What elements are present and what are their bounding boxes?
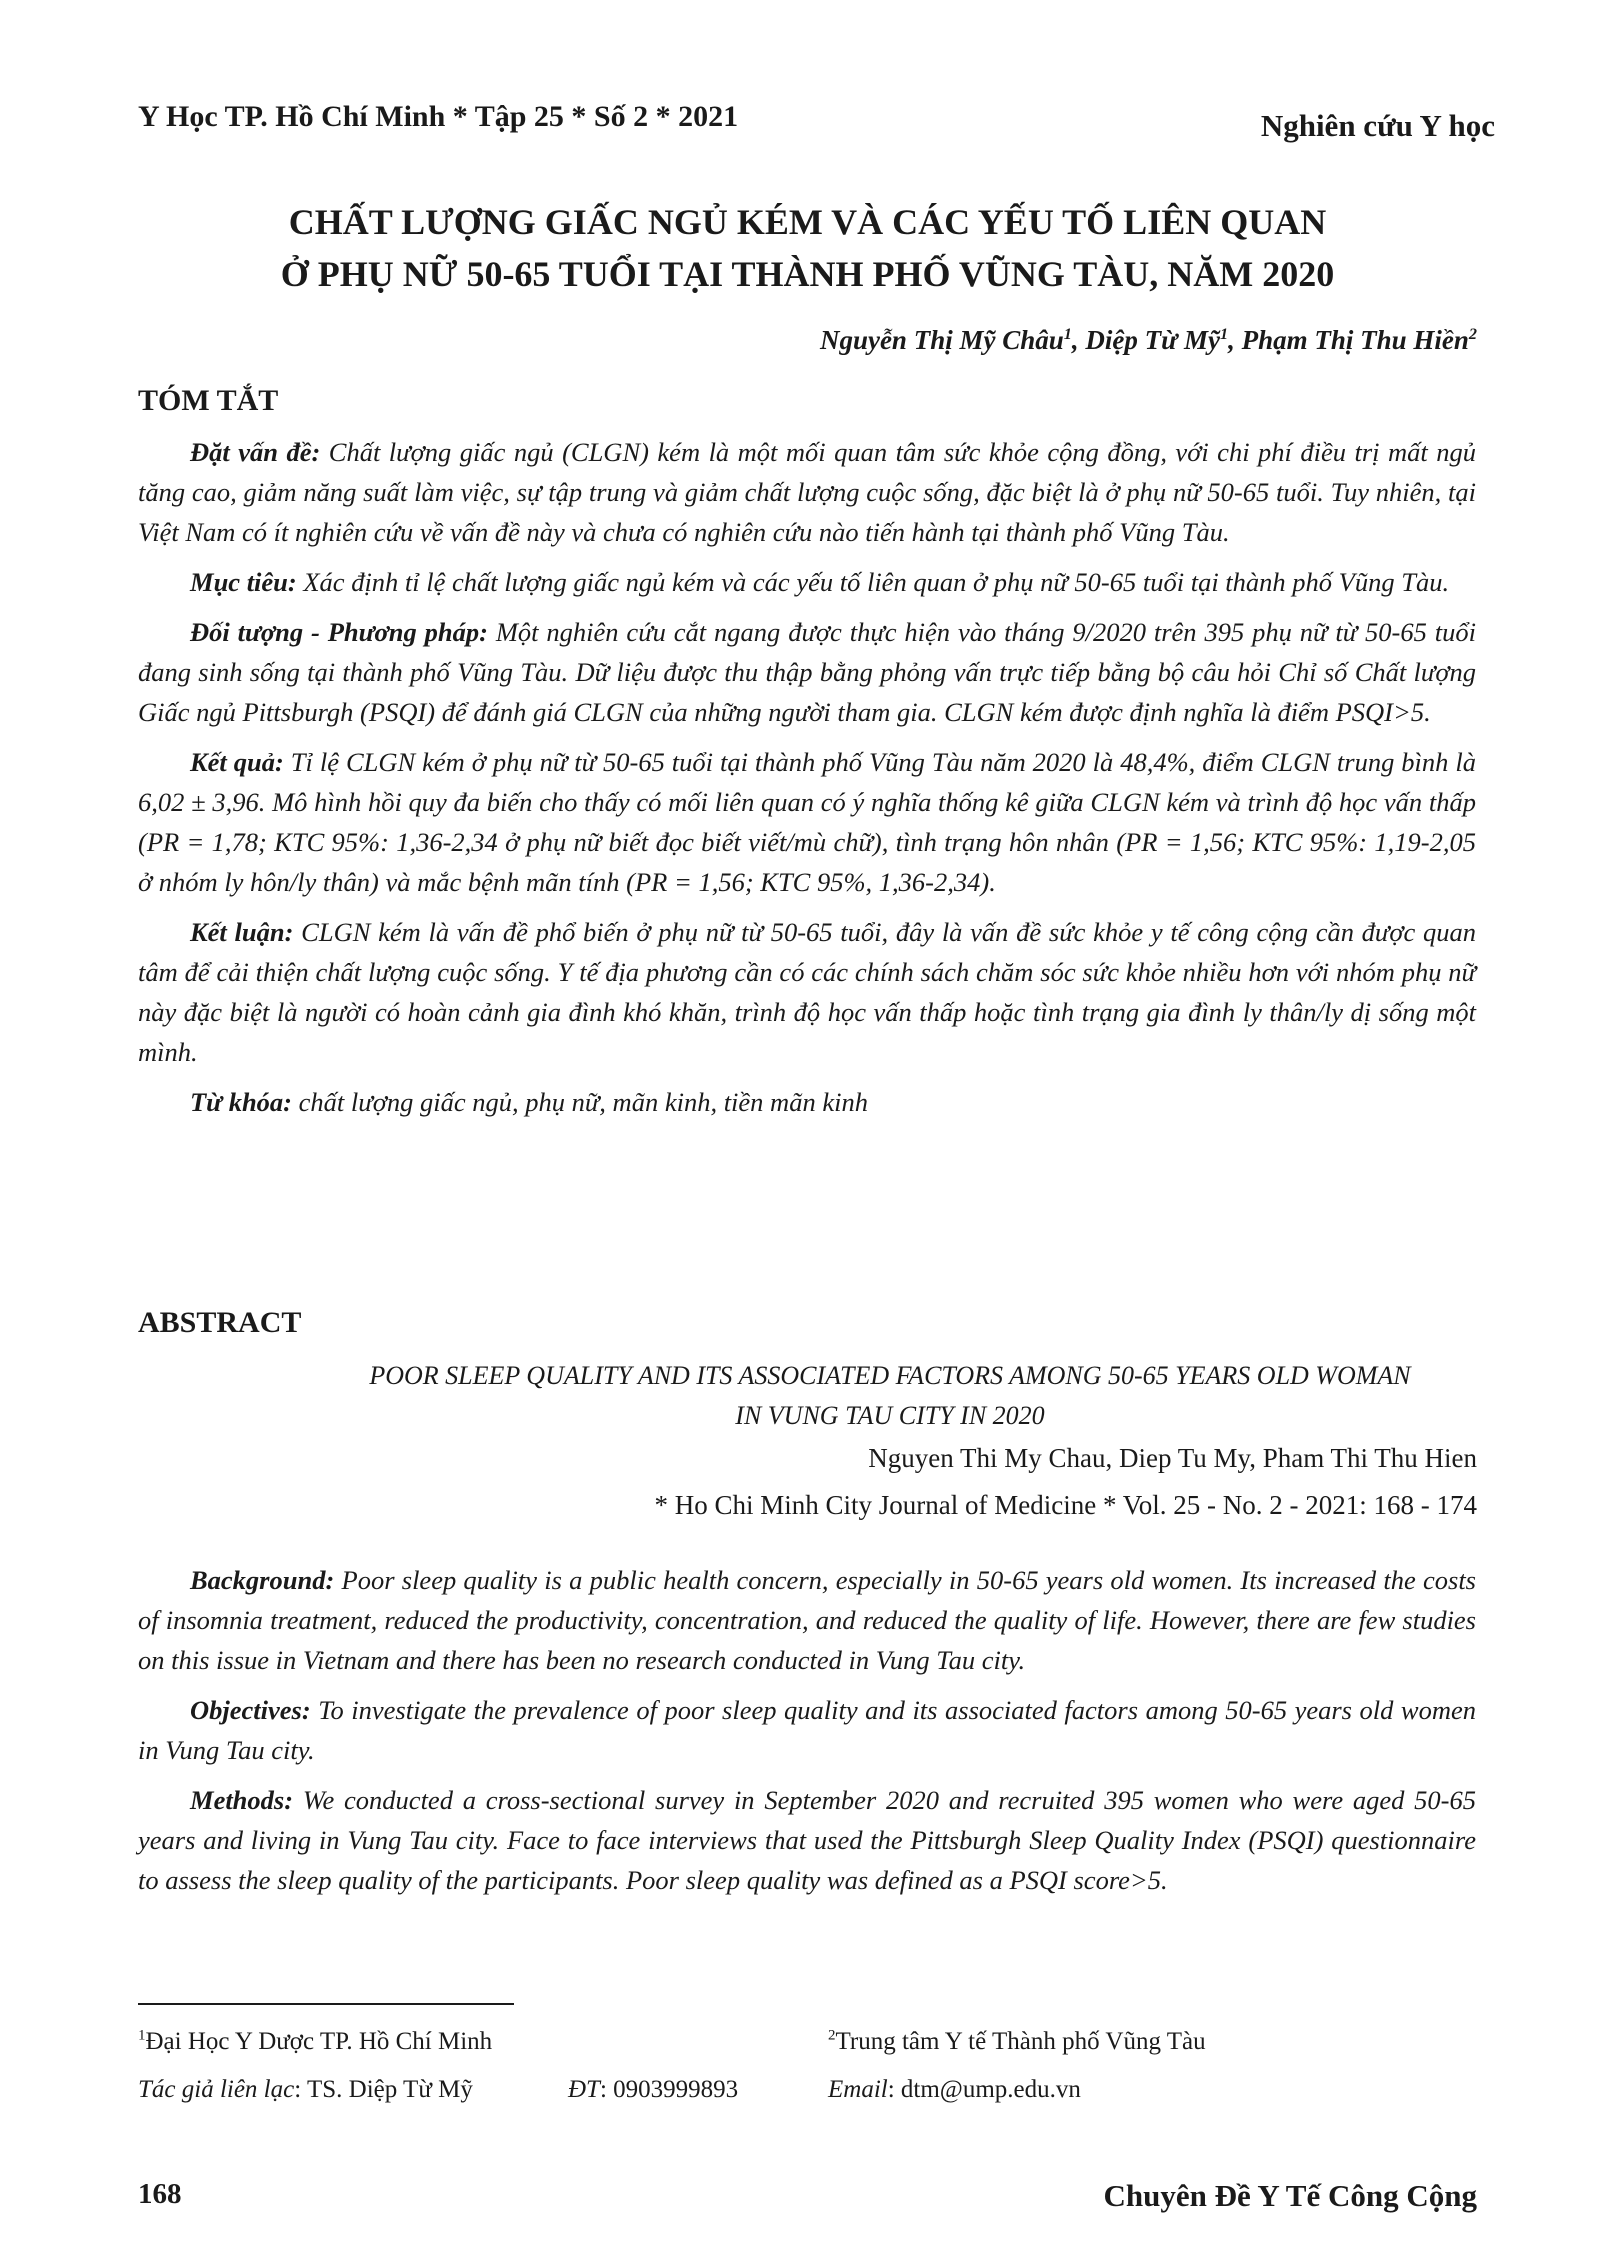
english-title-line-1: POOR SLEEP QUALITY AND ITS ASSOCIATED FACTORS AMONG 50-65 YEARS OLD WOMAN [369, 1361, 1411, 1390]
author-list [820, 325, 1477, 356]
paragraph-text: To investigate the prevalence of poor sleep quality and its associated factors among 50-65 years old women in Vung Tau city. [138, 1695, 1476, 1765]
paragraph-label: Objectives: [190, 1695, 311, 1725]
footer-section: Chuyên Đề Y Tế Công Cộng [1103, 2178, 1477, 2213]
phone-label: ĐT [568, 2076, 600, 2103]
paragraph-text: chất lượng giấc ngủ, phụ nữ, mãn kinh, tiền mãn kinh [292, 1087, 868, 1117]
abstract-paragraph [138, 1560, 1476, 1680]
affiliation-1-text: Đại Học Y Dược TP. Hồ Chí Minh [145, 2028, 493, 2055]
paragraph-text: Poor sleep quality is a public health concern, especially in 50-65 years old women. Its increased the costs of insomnia treatment, reduced the productivity, concentration, and reduced the quality of life. However, there are few studies on this issue in Vietnam and there has been no research conducted in Vung Tau city. [138, 1565, 1476, 1675]
corresponding-author-value: : TS. Diệp Từ Mỹ [294, 2076, 473, 2103]
abstract-paragraph [138, 432, 1476, 552]
affiliation-2-number: 2 [828, 2027, 836, 2044]
keywords-paragraph [138, 1082, 1476, 1122]
paragraph-label: Methods: [190, 1785, 294, 1815]
phone-value: : 0903999893 [599, 2076, 739, 2103]
english-authors: Nguyen Thi My Chau, Diep Tu My, Pham Thi Thu Hien [868, 1443, 1477, 1473]
paragraph-label: Kết luận: [190, 917, 294, 947]
abstract-paragraph [138, 912, 1476, 1072]
email-value: : dtm@ump.edu.vn [887, 2076, 1081, 2103]
paragraph-text: We conducted a cross-sectional survey in September 2020 and recruited 395 women who were aged 50-65 years and living in Vung Tau city. Face to face interviews that used the Pittsburgh Sleep Quality Index (PSQI) questionnaire to assess the sleep quality of the participants. Poor sleep quality was defined as a PSQI score>5. [138, 1785, 1476, 1895]
author-2-affiliation: 1 [1220, 325, 1229, 343]
paragraph-label: Mục tiêu: [190, 567, 297, 597]
abstract-paragraph [138, 1690, 1476, 1770]
author-separator: , [1071, 325, 1086, 355]
author-3: Phạm Thị Thu Hiền [1241, 325, 1469, 355]
english-journal-citation: * Ho Chi Minh City Journal of Medicine * Vol. 25 - No. 2 - 2021: 168 - 174 [654, 1490, 1477, 1520]
abstract-paragraph [138, 742, 1476, 902]
paragraph-text: Một nghiên cứu cắt ngang được thực hiện vào tháng 9/2020 trên 395 phụ nữ từ 50-65 tuổi đang sinh sống tại thành phố Vũng Tàu. Dữ liệu được thu thập bằng phỏng vấn trực tiếp bằng bộ câu hỏi Chỉ số Chất lượng Giấc ngủ Pittsburgh (PSQI) để đánh giá CLGN của những người tham gia. CLGN kém được định nghĩa là điểm PSQI>5. [138, 617, 1476, 727]
paragraph-text: Tỉ lệ CLGN kém ở phụ nữ từ 50-65 tuổi tại thành phố Vũng Tàu năm 2020 là 48,4%, điểm CLGN trung bình là 6,02 ± 3,96. Mô hình hồi quy đa biến cho thấy có mối liên quan có ý nghĩa thống kê giữa CLGN kém và trình độ học vấn thấp (PR = 1,78; KTC 95%: 1,36-2,34 ở phụ nữ biết đọc biết viết/mù chữ), tình trạng hôn nhân (PR = 1,56; KTC 95%: 1,19-2,05 ở nhóm ly hôn/ly thân) và mắc bệnh mãn tính (PR = 1,56; KTC 95%, 1,36-2,34). [138, 747, 1476, 897]
paragraph-label: Từ khóa: [190, 1087, 293, 1117]
corresponding-author-label: Tác giả liên lạc [138, 2076, 295, 2103]
corresponding-author [138, 2076, 473, 2104]
paragraph-text: CLGN kém là vấn đề phổ biến ở phụ nữ từ 50-65 tuổi, đây là vấn đề sức khỏe y tế công cộng cần được quan tâm để cải thiện chất lượng cuộc sống. Y tế địa phương cần có các chính sách chăm sóc sức khỏe nhiều hơn với nhóm phụ nữ này đặc biệt là người có hoàn cảnh gia đình khó khăn, trình độ học vấn thấp hoặc tình trạng gia đình ly thân/ly dị sống một mình. [138, 917, 1477, 1067]
section-header: Nghiên cứu Y học [1260, 108, 1495, 143]
paragraph-label: Kết quả: [190, 747, 284, 777]
tomtat-heading: TÓM TẮT [138, 384, 279, 417]
paragraph-label: Đối tượng - Phương pháp: [190, 617, 488, 647]
english-title-line-2: IN VUNG TAU CITY IN 2020 [735, 1401, 1045, 1430]
running-header [138, 100, 1495, 150]
phone-number [568, 2076, 738, 2104]
affiliation-2-text: Trung tâm Y tế Thành phố Vũng Tàu [835, 2028, 1206, 2055]
author-3-affiliation: 2 [1468, 325, 1477, 343]
footnote-divider [138, 2003, 514, 2005]
abstract-paragraph [138, 1780, 1476, 1900]
journal-header: Y Học TP. Hồ Chí Minh * Tập 25 * Số 2 * 2021 [138, 100, 739, 133]
paragraph-label: Đặt vấn đề: [190, 437, 321, 467]
title-line-1: CHẤT LƯỢNG GIẤC NGỦ KÉM VÀ CÁC YẾU TỐ LIÊN QUAN [288, 202, 1327, 242]
abstract-paragraph [138, 612, 1476, 732]
affiliation-1-number: 1 [138, 2027, 146, 2044]
title-line-2: Ở PHỤ NỮ 50-65 TUỔI TẠI THÀNH PHỐ VŨNG TÀU, NĂM 2020 [280, 254, 1335, 294]
article-title [100, 196, 1515, 300]
english-abstract [138, 1560, 1476, 1910]
email-label: Email [828, 2076, 888, 2103]
author-1: Nguyễn Thị Mỹ Châu [819, 325, 1064, 355]
author-separator: , [1228, 325, 1242, 355]
affiliation-2 [828, 2028, 1206, 2056]
abstract-paragraph [138, 562, 1476, 602]
author-1-affiliation: 1 [1063, 325, 1072, 343]
author-2: Diệp Từ Mỹ [1085, 325, 1220, 355]
paragraph-text: Chất lượng giấc ngủ (CLGN) kém là một mối quan tâm sức khỏe cộng đồng, với chi phí điều trị mất ngủ tăng cao, giảm năng suất làm việc, sự tập trung và giảm chất lượng cuộc sống, đặc biệt là ở phụ nữ 50-65 tuổi. Tuy nhiên, tại Việt Nam có ít nghiên cứu về vấn đề này và chưa có nghiên cứu nào tiến hành tại thành phố Vũng Tàu. [138, 437, 1476, 547]
affiliation-1 [138, 2028, 492, 2056]
paragraph-label: Background: [190, 1565, 335, 1595]
email-address [828, 2076, 1081, 2104]
page-number: 168 [138, 2178, 182, 2210]
english-title [300, 1356, 1480, 1436]
abstract-heading: ABSTRACT [138, 1306, 302, 1339]
paragraph-text: Xác định tỉ lệ chất lượng giấc ngủ kém và các yếu tố liên quan ở phụ nữ 50-65 tuổi tại thành phố Vũng Tàu. [296, 567, 1450, 597]
vietnamese-abstract [138, 432, 1476, 1132]
